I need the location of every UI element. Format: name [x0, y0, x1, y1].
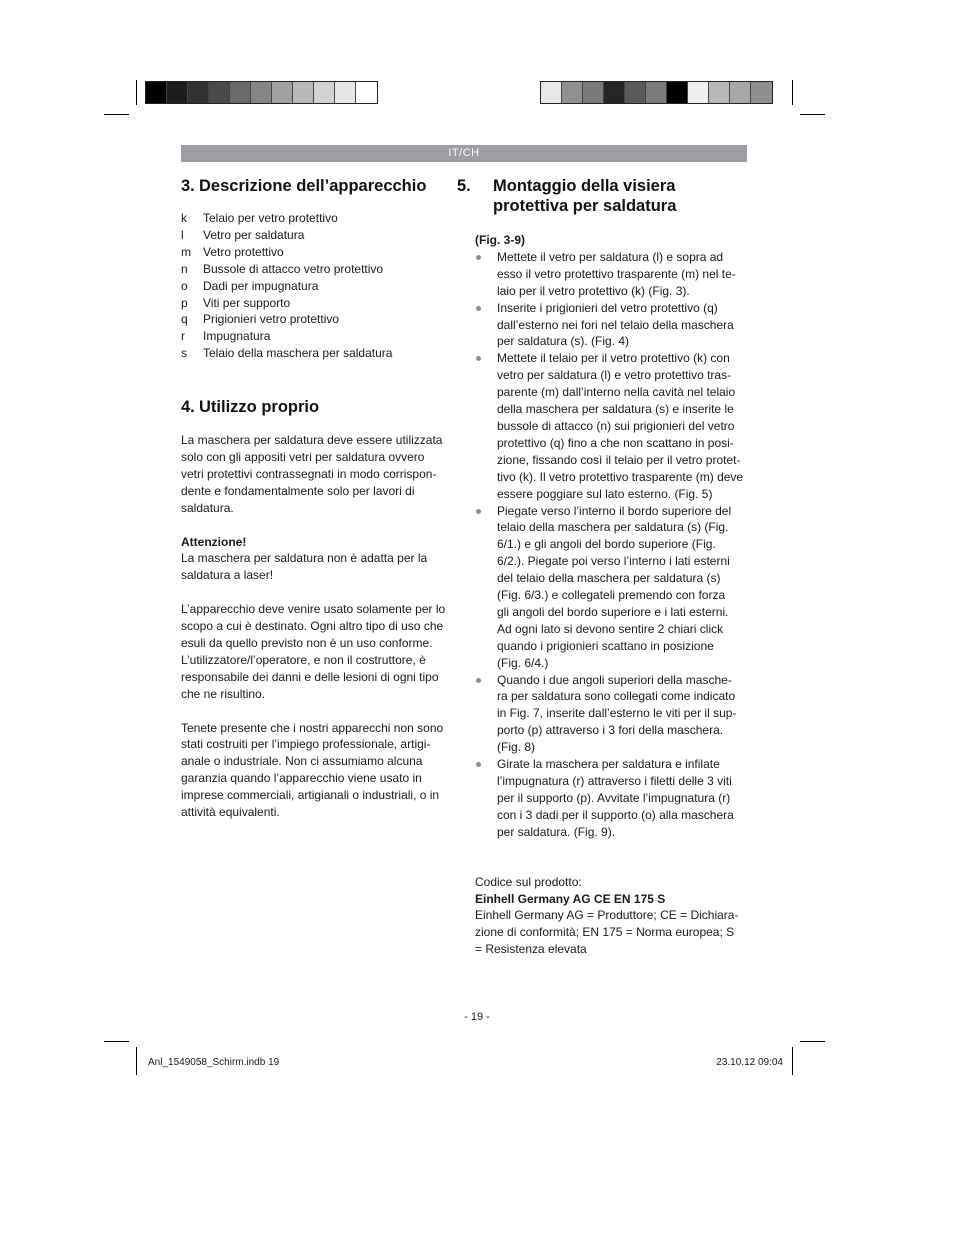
part-label: Telaio della maschera per saldatura	[203, 346, 393, 361]
color-swatch	[230, 82, 251, 103]
text-line: telaio della maschera per saldatura (s) (Fig.	[497, 520, 729, 535]
text-line: anale o industriale. Non ci assumiamo alcuna	[181, 754, 423, 769]
part-letter: s	[181, 346, 187, 361]
text-line: per saldatura. (Fig. 9).	[497, 824, 616, 839]
assembly-step	[475, 756, 749, 841]
text-line: quando i prigionieri scattano in posizione	[497, 638, 714, 653]
text-line: in Fig. 7, inserite dall’esterno le viti per il sup-	[497, 706, 737, 721]
text-line: L’utilizzatore/l’operatore, e non il costruttore, è	[181, 652, 426, 667]
color-swatch	[730, 82, 751, 103]
text-line: protettivo (q) fino a che non scattano in posi-	[497, 435, 734, 450]
text-line: vetro per saldatura (l) e vetro protettivo tras-	[497, 368, 732, 383]
color-swatch	[146, 82, 167, 103]
text-line: saldatura a laser!	[181, 568, 274, 583]
text-line: Einhell Germany AG = Produttore; CE = Dichiara-	[475, 908, 739, 923]
color-swatch	[646, 82, 667, 103]
section-number: 3.	[181, 177, 195, 195]
text-line: per saldatura (s). (Fig. 4)	[497, 334, 630, 349]
text-line: laio per il vetro protettivo (k) (Fig. 3).	[497, 283, 690, 298]
text-line: 6/1.) e gli angoli del bordo superiore (Fig.	[497, 537, 716, 552]
text-line: che ne risultino.	[181, 686, 266, 701]
text-line: per il supporto (p). Avvitate l’impugnatura (r)	[497, 790, 731, 805]
text-line: Ad ogni lato si devono sentire 2 chiari click	[497, 621, 724, 636]
color-bar-left	[145, 81, 378, 104]
part-item	[181, 244, 456, 261]
color-swatch	[209, 82, 230, 103]
text-line: con i 3 dadi per il supporto (o) alla maschera	[497, 807, 734, 822]
color-swatch	[625, 82, 646, 103]
text-line: imprese commerciali, artigianali o industriali, o in	[181, 788, 440, 803]
part-label: Prigionieri vetro protettivo	[203, 312, 340, 327]
text-line: dall’esterno nei fori nel telaio della maschera	[497, 317, 734, 332]
text-line: porto (p) attraverso i 3 fori della maschera.	[497, 723, 724, 738]
product-code: Einhell Germany AG CE EN 175 S	[475, 891, 666, 906]
part-letter: l	[181, 227, 184, 242]
color-swatch	[335, 82, 356, 103]
color-bar-right	[540, 81, 773, 104]
color-swatch	[293, 82, 314, 103]
section-3-heading	[181, 176, 456, 196]
part-label: Telaio per vetro protettivo	[203, 211, 338, 225]
text-line: solo con gli appositi vetri per saldatura ovvero	[181, 450, 425, 465]
text-line: Tenete presente che i nostri apparecchi non sono	[181, 720, 444, 735]
text-line: (Fig. 6/3.) e collegateli premendo con forza	[497, 588, 726, 603]
color-swatch	[667, 82, 688, 103]
part-label: Vetro protettivo	[203, 244, 284, 259]
part-label: Bussole di attacco vetro protettivo	[203, 261, 384, 276]
text-line: scopo a cui è destinato. Ogni altro tipo di uso che	[181, 619, 444, 634]
attention-text	[181, 550, 456, 584]
text-line: Girate la maschera per saldatura e infilate	[497, 757, 720, 772]
text-line: esuli da quello previsto non è un uso conforme.	[181, 636, 433, 650]
color-swatch	[167, 82, 188, 103]
text-line: Quando i due angoli superiori della masche-	[497, 672, 732, 687]
text-line: della maschera per saldatura (s) e inserite le	[497, 402, 734, 417]
part-item	[181, 261, 456, 278]
assembly-step	[475, 672, 749, 757]
text-line: = Resistenza elevata	[475, 942, 587, 957]
crop-mark	[104, 114, 129, 115]
right-column	[457, 176, 749, 958]
text-line: dente e fondamentalmente solo per lavori di	[181, 483, 415, 498]
section-title-line1: Montaggio della visiera	[493, 177, 676, 195]
color-swatch	[272, 82, 293, 103]
footer-datetime: 23.10.12 09:04	[716, 1057, 783, 1068]
color-swatch	[356, 82, 377, 103]
part-label: Viti per supporto	[203, 295, 291, 310]
assembly-step	[475, 300, 749, 351]
part-letter: p	[181, 295, 188, 310]
part-label: Impugnatura	[203, 329, 271, 344]
part-item	[181, 227, 456, 244]
text-line: responsabile dei danni e delle lesioni di ogni tipo	[181, 669, 439, 684]
color-swatch	[688, 82, 709, 103]
text-line: stati costruiti per l’impiego professionale, artigi-	[181, 737, 431, 752]
text-line: del telaio della maschera per saldatura (s)	[497, 571, 721, 586]
text-line: 6/2.). Piegate poi verso l’interno i lati esterni	[497, 554, 730, 569]
text-line: zione, fissando così il telaio per il vetro protet-	[497, 452, 741, 467]
parts-list	[181, 210, 456, 362]
part-label: Vetro per saldatura	[203, 227, 305, 242]
crop-mark	[136, 80, 137, 105]
text-line: zione di conformità; EN 175 = Norma europea; S	[475, 925, 735, 940]
color-swatch	[562, 82, 583, 103]
page-number: - 19 -	[464, 1011, 490, 1023]
part-item	[181, 311, 456, 328]
text-line: saldatura.	[181, 500, 234, 515]
text-line: vetri protettivi contrassegnati in modo corrispon-	[181, 466, 437, 481]
product-code-label: Codice sul prodotto:	[475, 874, 582, 889]
color-swatch	[709, 82, 730, 103]
part-item	[181, 345, 456, 362]
text-line: essere poggiare sul lato esterno. (Fig. 5)	[497, 486, 713, 501]
part-item	[181, 328, 456, 345]
color-swatch	[604, 82, 625, 103]
footer-filename: Anl_1549058_Schirm.indb 19	[148, 1057, 280, 1068]
text-line: esso il vetro protettivo trasparente (m) nel te-	[497, 266, 736, 281]
text-line: (Fig. 6/4.)	[497, 655, 549, 670]
section-title: Descrizione dell’apparecchio	[199, 177, 427, 195]
attention-title: Attenzione!	[181, 534, 247, 549]
assembly-steps-list	[475, 249, 749, 841]
intended-use-paragraph	[181, 432, 456, 517]
text-line: La maschera per saldatura deve essere utilizzata	[181, 433, 443, 448]
text-line: garanzia quando l’apparecchio viene usato in	[181, 771, 422, 786]
text-line: La maschera per saldatura non è adatta per la	[181, 551, 428, 566]
section-number: 4.	[181, 398, 195, 417]
language-bar: IT/CH	[181, 145, 747, 162]
part-letter: k	[181, 211, 187, 225]
crop-mark	[800, 1041, 825, 1042]
assembly-step	[475, 503, 749, 672]
text-line: attività equivalenti.	[181, 805, 280, 820]
part-item	[181, 210, 456, 227]
text-line: Mettete il vetro per saldatura (l) e sopra ad	[497, 249, 724, 264]
warranty-paragraph	[181, 720, 456, 821]
text-line: (Fig. 8)	[497, 740, 536, 755]
part-letter: m	[181, 244, 191, 259]
part-label: Dadi per impugnatura	[203, 278, 319, 293]
text-line: l’impugnatura (r) attraverso i filetti delle 3 viti	[497, 774, 732, 788]
section-5-heading	[457, 176, 749, 216]
text-line: L’apparecchio deve venire usato solamente per lo	[181, 602, 446, 617]
crop-mark	[792, 80, 793, 105]
part-letter: r	[181, 329, 185, 344]
text-line: Mettete il telaio per il vetro protettivo (k) con	[497, 351, 730, 366]
section-4-heading	[181, 397, 456, 417]
color-swatch	[188, 82, 209, 103]
left-column	[181, 176, 456, 821]
part-item	[181, 295, 456, 312]
crop-mark	[792, 1047, 793, 1075]
text-line: gli angoli del bordo superiore e i lati esterni.	[497, 604, 729, 619]
figure-reference: (Fig. 3-9)	[475, 233, 525, 247]
crop-mark	[136, 1047, 137, 1075]
assembly-step	[475, 249, 749, 300]
part-letter: o	[181, 278, 188, 293]
color-swatch	[583, 82, 604, 103]
color-swatch	[751, 82, 772, 103]
text-line: bussole di attacco (n) sui prigionieri del vetro	[497, 418, 735, 433]
part-letter: n	[181, 261, 188, 276]
section-title: Utilizzo proprio	[199, 398, 320, 417]
assembly-step	[475, 350, 749, 502]
text-line: Inserite i prigionieri del vetro protettivo (q)	[497, 300, 718, 315]
color-swatch	[251, 82, 272, 103]
color-swatch	[314, 82, 335, 103]
part-item	[181, 278, 456, 295]
crop-mark	[104, 1041, 129, 1042]
part-letter: q	[181, 312, 188, 327]
section-number: 5.	[457, 177, 471, 195]
text-line: ra per saldatura sono collegati come indicato	[497, 689, 736, 704]
usage-paragraph	[181, 601, 456, 702]
text-line: tivo (k). Il vetro protettivo trasparente (m) deve	[497, 469, 744, 484]
section-title-line2: protettiva per saldatura	[493, 197, 677, 215]
color-swatch	[541, 82, 562, 103]
text-line: parente (m) dall’interno nella cavità nel telaio	[497, 385, 736, 400]
crop-mark	[800, 114, 825, 115]
text-line: Piegate verso l’interno il bordo superiore del	[497, 503, 732, 518]
product-code-description	[475, 907, 749, 958]
